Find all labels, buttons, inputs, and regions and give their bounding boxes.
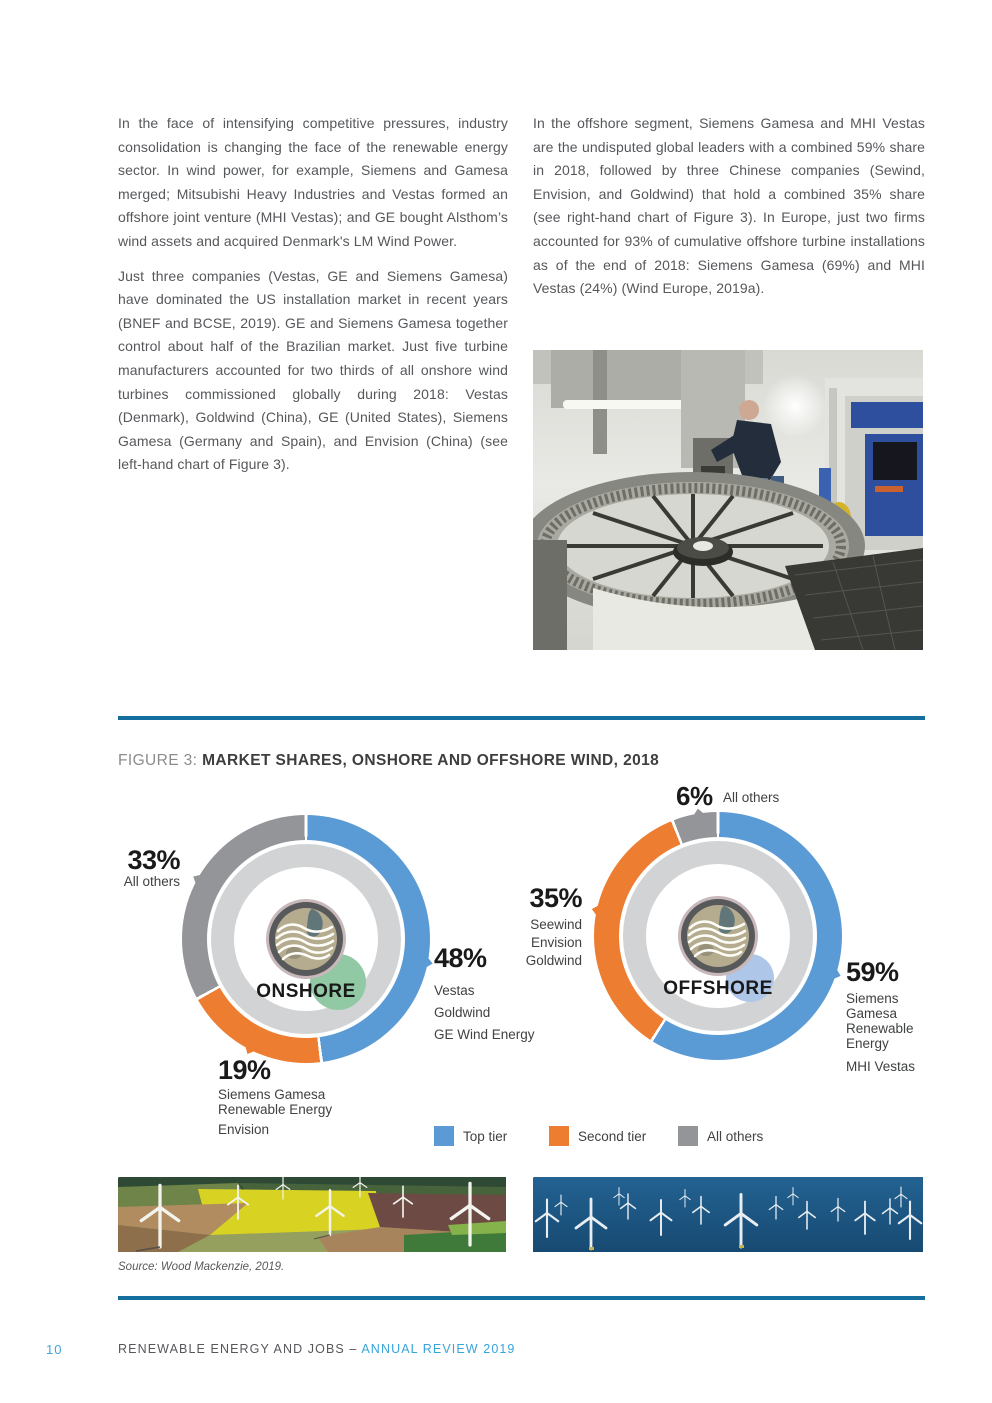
legend-label: All others bbox=[707, 1128, 764, 1144]
callout-percent: 6% bbox=[676, 781, 713, 811]
legend-swatch-second-tier bbox=[549, 1126, 569, 1146]
callout-onshore-second-tier bbox=[218, 1056, 358, 1138]
offshore-label: OFFSHORE bbox=[663, 978, 773, 999]
callout-company: Gamesa bbox=[846, 1006, 898, 1021]
wind-wave-icon bbox=[266, 899, 346, 979]
legend-item-top-tier bbox=[434, 1126, 507, 1146]
onshore-windfarm-illustration bbox=[118, 1177, 506, 1252]
legend-swatch-all-others bbox=[678, 1126, 698, 1146]
callout-label: All others bbox=[123, 874, 180, 889]
divider-top bbox=[118, 716, 925, 720]
figure-number: FIGURE 3: bbox=[118, 752, 198, 769]
callout-offshore-second-tier bbox=[498, 884, 582, 970]
callout-offshore-top-tier bbox=[846, 958, 940, 1074]
callout-company: MHI Vestas bbox=[846, 1059, 916, 1074]
onshore-donut-chart bbox=[182, 815, 430, 1063]
callout-offshore-all-others bbox=[676, 782, 779, 810]
legend-label: Top tier bbox=[463, 1128, 508, 1144]
callout-company: GE Wind Energy bbox=[434, 1027, 535, 1042]
callout-company: Envision bbox=[218, 1122, 270, 1137]
left-column bbox=[118, 112, 508, 488]
callout-percent: 35% bbox=[529, 883, 582, 913]
callout-percent: 48% bbox=[434, 943, 487, 973]
page-number: 10 bbox=[46, 1342, 63, 1357]
figure-title bbox=[118, 752, 659, 770]
callout-company: Seewind bbox=[530, 917, 582, 932]
legend-item-all-others bbox=[678, 1126, 763, 1146]
footer-title-accent: ANNUAL REVIEW 2019 bbox=[361, 1342, 516, 1356]
callout-percent: 33% bbox=[127, 845, 180, 875]
callout-company: Siemens Gamesa bbox=[218, 1087, 326, 1102]
footer-title bbox=[118, 1342, 515, 1356]
divider-bottom bbox=[118, 1296, 925, 1300]
offshore-windfarm-photo bbox=[533, 1177, 923, 1252]
paragraph: Just three companies (Vestas, GE and Siemens Gamesa) have dominated the US installation market in recent years (BNEF and BCSE, 2019). GE and Siemens Gamesa together control about half of the Brazilian market. Just five turbine manufacturers accounted for two thirds of all onshore wind turbines commissioned globally during 2018: Vestas (Denmark), Goldwind (China), GE (United States), Siemens Gamesa (Germany and Spain), and Envision (China) (see left-hand chart of Figure 3). bbox=[118, 267, 508, 473]
wind-wave-icon bbox=[678, 896, 758, 976]
footer-title-dark: RENEWABLE ENERGY AND JOBS – bbox=[118, 1342, 358, 1356]
figure-source: Source: Wood Mackenzie, 2019. bbox=[118, 1261, 285, 1273]
callout-company: Goldwind bbox=[434, 1005, 491, 1020]
figure-title-text: MARKET SHARES, ONSHORE AND OFFSHORE WIND, 2018 bbox=[202, 752, 660, 769]
factory-photo-illustration bbox=[533, 350, 923, 650]
legend-item-second-tier bbox=[549, 1126, 646, 1146]
factory-photo bbox=[533, 350, 923, 650]
callout-percent: 59% bbox=[846, 957, 899, 987]
paragraph: In the offshore segment, Siemens Gamesa and MHI Vestas are the undisputed global leaders with a combined 59% share in 2018, followed by three Chinese companies (Sewind, Envision, and Goldwind) that hold a combined 35% share (see right-hand chart of Figure 3). In Europe, just two firms accounted for 93% of cumulative offshore turbine installations as of the end of 2018: Siemens Gamesa (69%) and MHI Vestas (24%) (Wind Europe, 2019a). bbox=[533, 115, 925, 297]
right-column bbox=[533, 112, 925, 312]
callout-percent: 19% bbox=[218, 1055, 271, 1085]
callout-label: All others bbox=[723, 790, 780, 805]
callout-company: Vestas bbox=[434, 983, 475, 998]
callout-company: Renewable Energy bbox=[218, 1101, 333, 1117]
offshore-donut-chart bbox=[594, 812, 842, 1060]
callout-company: Envision bbox=[530, 935, 582, 950]
legend-swatch-top-tier bbox=[434, 1126, 454, 1146]
callout-onshore-all-others bbox=[98, 846, 180, 889]
onshore-windfarm-photo bbox=[118, 1177, 506, 1252]
callout-company: Siemens bbox=[846, 991, 899, 1006]
onshore-label: ONSHORE bbox=[256, 981, 356, 1002]
callout-company: Renewable bbox=[846, 1021, 914, 1036]
paragraph: In the face of intensifying competitive pressures, industry consolidation is changing the face of the renewable energy sector. In wind power, for example, Siemens and Gamesa merged; Mitsubishi Heavy Industries and Vestas formed an offshore joint venture (MHI Vestas); and GE bought Alsthom’s wind assets and acquired Denmark's LM Wind Power. bbox=[118, 115, 508, 249]
legend-label: Second tier bbox=[578, 1128, 647, 1144]
offshore-windfarm-illustration bbox=[533, 1177, 923, 1252]
callout-company: Goldwind bbox=[525, 953, 582, 968]
callout-company: Energy bbox=[846, 1036, 889, 1051]
